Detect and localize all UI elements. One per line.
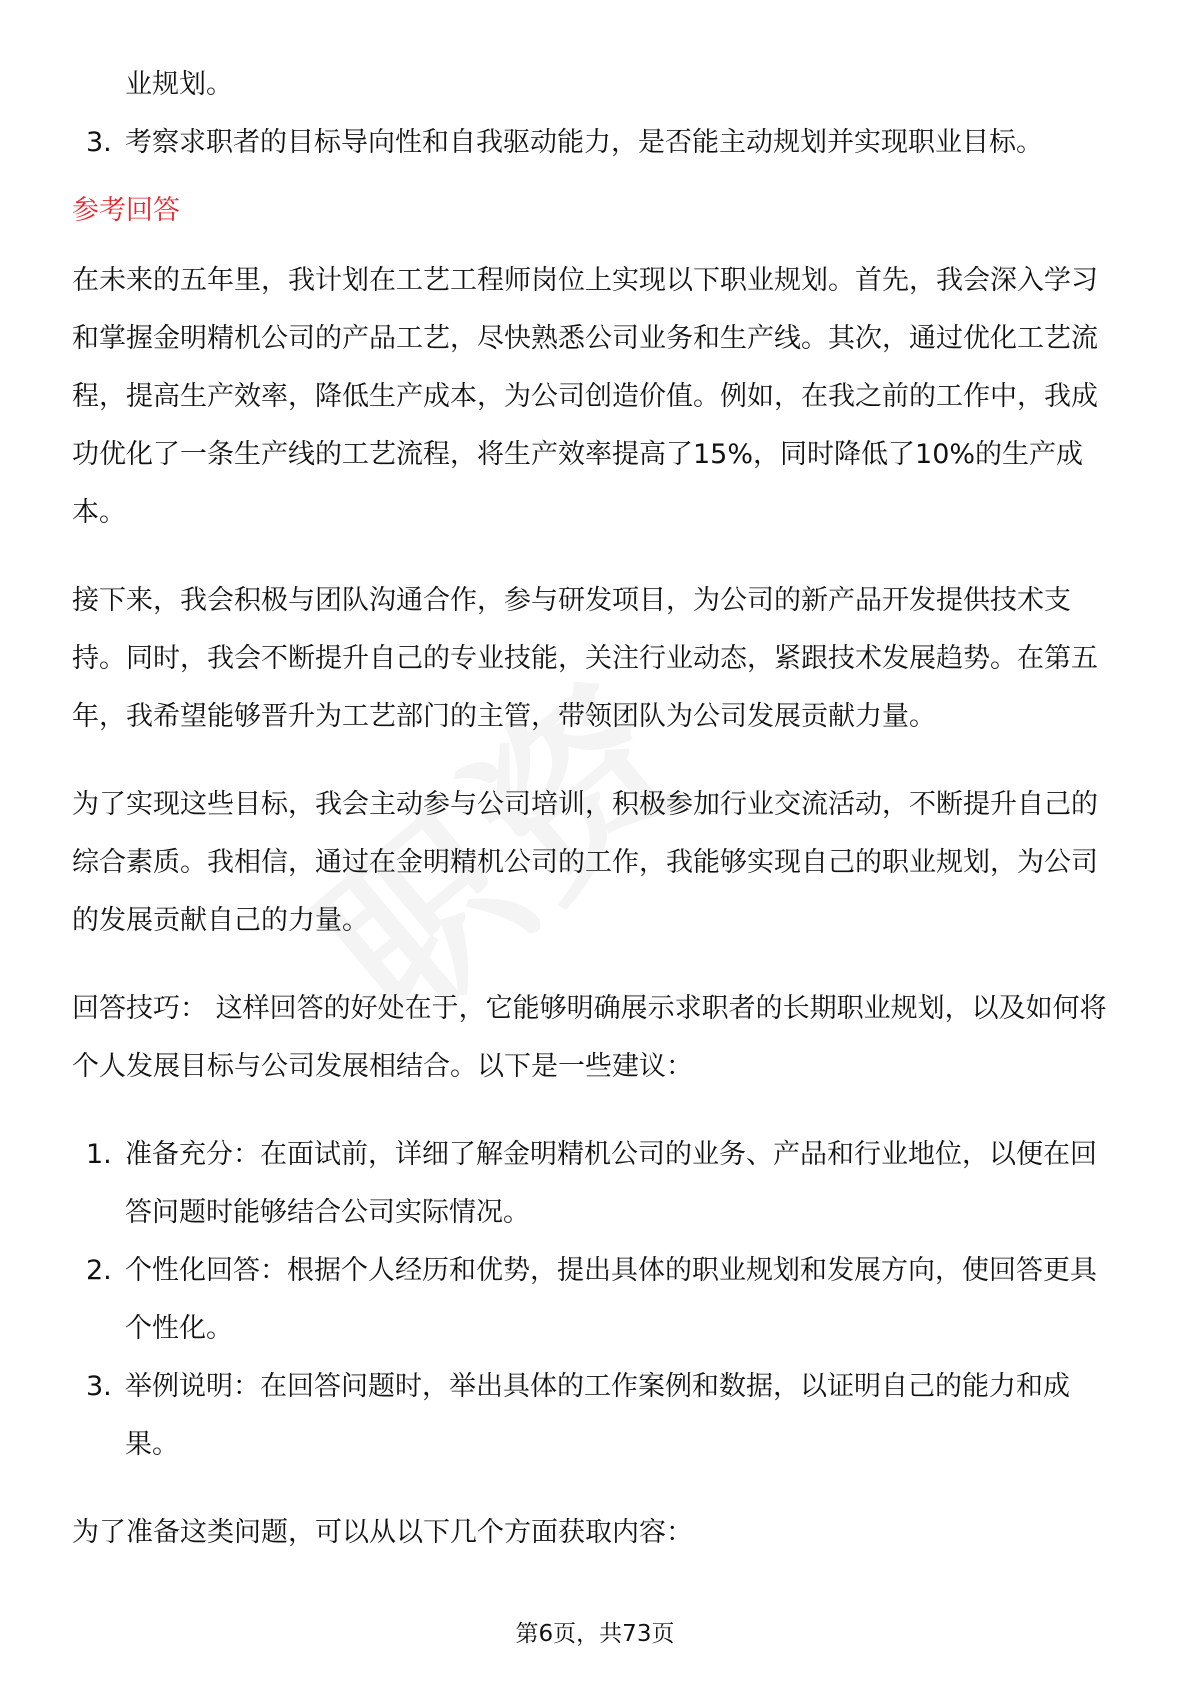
tips-intro-paragraph: 回答技巧： 这样回答的好处在于，它能够明确展示求职者的长期职业规划，以及如何将个人发展目标与公司发展相结合。以下是一些建议： bbox=[72, 993, 1107, 1082]
list-number: 2. bbox=[86, 1255, 112, 1286]
answer-paragraph-2: 接下来，我会积极与团队沟通合作，参与研发项目，为公司的新产品开发提供技术支持。同时，我会不断提升自己的专业技能，关注行业动态，紧跟技术发展趋势。在第五年，我希望能够晋升为工艺部门的主管，带领团队为公司发展贡献力量。 bbox=[72, 585, 1098, 732]
list-number: 3. bbox=[86, 127, 112, 158]
list-item-text: 准备充分：在面试前，详细了解金明精机公司的业务、产品和行业地位，以便在回答问题时能够结合公司实际情况。 bbox=[125, 1139, 1097, 1228]
answer-paragraph-3: 为了实现这些目标，我会主动参与公司培训，积极参加行业交流活动，不断提升自己的综合素质。我相信，通过在金明精机公司的工作，我能够实现自己的职业规划，为公司的发展贡献自己的力量。 bbox=[72, 789, 1098, 936]
answer-paragraph-1: 在未来的五年里，我计划在工艺工程师岗位上实现以下职业规划。首先，我会深入学习和掌握金明精机公司的产品工艺，尽快熟悉公司业务和生产线。其次，通过优化工艺流程，提高生产效率，降低生产成本，为公司创造价值。例如，在我之前的工作中，我成功优化了一条生产线的工艺流程，将生产效率提高了15%，同时降低了10%的生产成本。 bbox=[72, 265, 1098, 528]
list-item bbox=[72, 1358, 1122, 1474]
criteria-list bbox=[72, 114, 1122, 172]
list-number: 1. bbox=[86, 1139, 112, 1170]
page-content bbox=[72, 56, 1122, 1562]
list-item bbox=[72, 114, 1122, 172]
list-item bbox=[72, 1126, 1122, 1242]
list-number: 3. bbox=[86, 1371, 112, 1402]
page-number-footer: 第6页，共73页 bbox=[515, 1621, 675, 1647]
list-item-text: 个性化回答：根据个人经历和优势，提出具体的职业规划和发展方向，使回答更具个性化。 bbox=[125, 1255, 1097, 1344]
tips-list bbox=[72, 1126, 1122, 1474]
closing-paragraph: 为了准备这类问题，可以从以下几个方面获取内容： bbox=[72, 1517, 693, 1548]
list-item-text: 考察求职者的目标导向性和自我驱动能力，是否能主动规划并实现职业目标。 bbox=[125, 127, 1043, 158]
list-item-continuation: 业规划。 bbox=[125, 69, 233, 100]
list-item bbox=[72, 1242, 1122, 1358]
list-item-text: 举例说明：在回答问题时，举出具体的工作案例和数据，以证明自己的能力和成果。 bbox=[125, 1371, 1070, 1460]
section-heading: 参考回答 bbox=[72, 195, 180, 226]
